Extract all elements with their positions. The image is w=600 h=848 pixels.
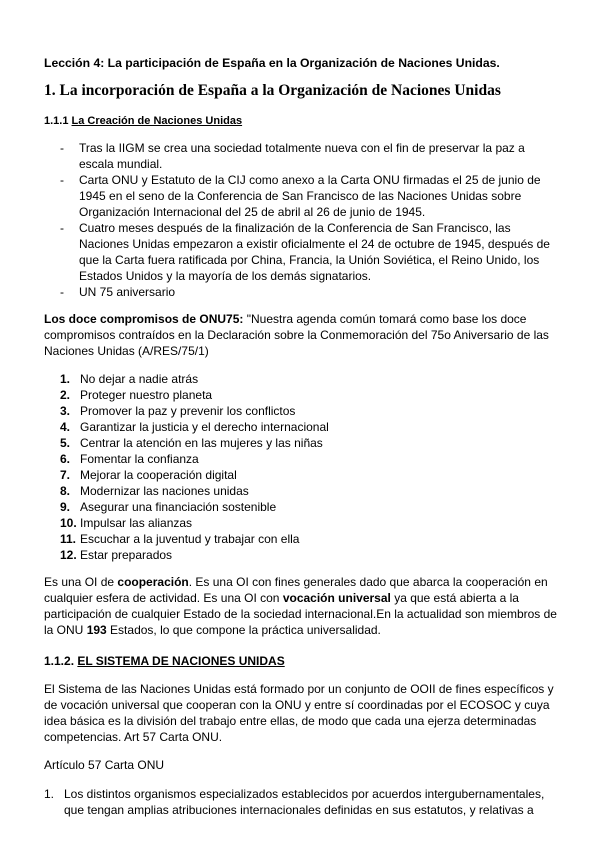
list-item: 5. Centrar la atención en las mujeres y las niñas — [60, 436, 323, 450]
lesson-title: Lección 4: La participación de España en la Organización de Naciones Unidas. — [44, 56, 500, 70]
list-item: 12. Estar preparados — [60, 548, 173, 562]
list-item: 11. Escuchar a la juventud y trabajar con ella — [60, 532, 300, 546]
subsection-heading-sistema — [44, 653, 285, 669]
list-item: 9. Asegurar una financiación sostenible — [60, 500, 277, 514]
subsection-number: 1.1.1 — [44, 115, 72, 127]
list-item: 10. Impulsar las alianzas — [60, 516, 193, 530]
list-item: - Tras la IIGM se crea una sociedad totalmente nueva con el fin de preservar la paz a escala mundial. — [60, 141, 525, 171]
creation-bullet-list — [60, 140, 560, 300]
commitments-list — [60, 371, 329, 563]
list-item: 4. Garantizar la justicia y el derecho internacional — [60, 420, 329, 434]
subsection-title: La Creación de Naciones Unidas — [71, 115, 243, 127]
list-item: 7. Mejorar la cooperación digital — [60, 468, 237, 482]
article-heading: Artículo 57 Carta ONU — [44, 758, 165, 772]
list-item: - UN 75 aniversario — [60, 285, 176, 299]
onu75-text: "Nuestra agenda común tomará como base los doce compromisos contraídos en la Declaración sobre la Conmemoración del 75o Aniversario de las Naciones Unidas (A/RES/75/1) — [44, 312, 549, 358]
onu75-paragraph — [44, 311, 559, 359]
subsection-title: EL SISTEMA DE NACIONES UNIDAS — [77, 654, 285, 668]
sistema-paragraph: El Sistema de las Naciones Unidas está formado por un conjunto de OOII de fines específicos y de vocación universal que cooperan con la ONU y entre sí coordinadas por el ECOSOC y cuya idea básica es la división del trabajo entre ellas, de modo que cada una ejerza determinadas competencias. Art 57 Carta ONU. — [44, 682, 554, 744]
cooperation-paragraph: Es una OI de cooperación. Es una OI con fines generales dado que abarca la cooperación en cualquier esfera de actividad. Es una OI con vocación universal ya que está abierta a la participación de cualquier Estado de la sociedad internacional.En la actualidad son miembros de la ONU 193 Estados, lo que compone la práctica universalidad. — [44, 575, 557, 637]
article-list — [44, 786, 559, 818]
section-heading: 1. La incorporación de España a la Organización de Naciones Unidas — [44, 82, 501, 99]
subsection-heading-creation — [44, 114, 242, 128]
list-item: 1. No dejar a nadie atrás — [60, 372, 199, 386]
list-item: 3. Promover la paz y prevenir los conflictos — [60, 404, 296, 418]
list-item: 2. Proteger nuestro planeta — [60, 388, 213, 402]
list-item: 6. Fomentar la confianza — [60, 452, 199, 466]
list-item: - Carta ONU y Estatuto de la CIJ como anexo a la Carta ONU firmadas el 25 de junio de 1945 en el seno de la Conferencia de San Francisco de las Naciones Unidas sobre Organización Internacional del 25 de abril al 26 de junio de 1945. — [60, 173, 541, 219]
subsection-number: 1.1.2. — [44, 654, 78, 668]
list-item: 8. Modernizar las naciones unidas — [60, 484, 249, 498]
list-item: 1. Los distintos organismos especializados establecidos por acuerdos intergubernamentales, que tengan amplias atribuciones internacionales definidas en sus estatutos, y relativas a — [44, 787, 545, 817]
onu75-label: Los doce compromisos de ONU75: — [44, 312, 244, 326]
list-item: - Cuatro meses después de la finalización de la Conferencia de San Francisco, las Naciones Unidas empezaron a existir oficialmente el 24 de octubre de 1945, después de que la Carta fuera ratificada por China, Francia, la Unión Soviética, el Reino Unido, los Estados Unidos y la mayoría de los demás signatarios. — [60, 221, 550, 283]
